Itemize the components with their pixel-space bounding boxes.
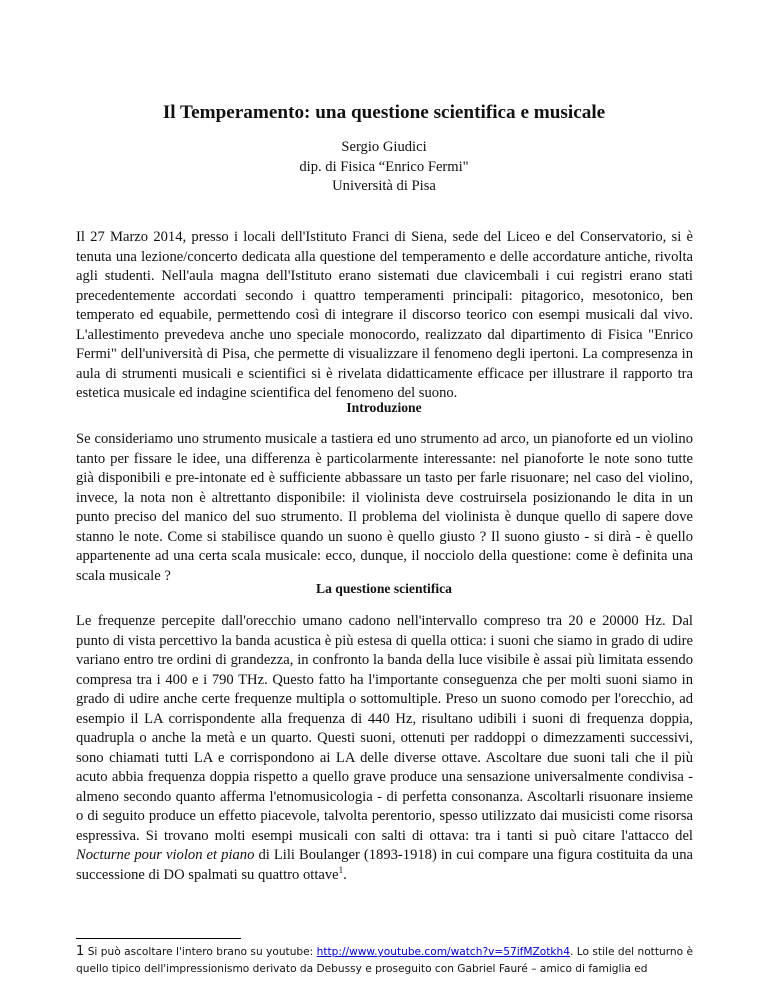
footnote-text-2: . Lo stile del notturno è quello tipico dell'impressionismo derivato da Debussy e proseguito con Gabriel Fauré – amico di famiglia ed: [76, 946, 693, 975]
footnote-text-1: Si può ascoltare l'intero brano su youtube:: [84, 946, 317, 958]
science-text-1: Le frequenze percepite dall'orecchio umano cadono nell'intervallo compreso tra 20 e 20000 Hz. Dal punto di vista percettivo la banda acustica è più estesa di quella ottica: i suoni che siamo in grado di udire variano entro tre ordini di grandezza, in confronto la banda della luce visibile è assai più limitata essendo compresa tra i 400 e i 790 THz. Questo fatto ha l'importante conseguenza che per molti suoni siamo in grado di udire anche certe frequenze multipla o sottomultiple. Preso un suono comodo per l'orecchio, ad esempio il LA corrispondente alla frequenza di 440 Hz, risultano udibili i suoni di frequenza doppia, quadrupla o anche la metà e un quarto. Questi suoni, ottenuti per raddoppi o dimezzamenti successivi, sono chiamati tutti LA e corrispondono ai LA delle diverse ottave. Ascoltare due suoni tali che il più acuto abbia frequenza doppia rispetto a quello grave produce una sensazione universalmente condivisa - almeno secondo quanto afferma l'etnomusicologia - di perfetta consonanza. Ascoltarli risuonare insieme o di seguito produce un effetto piacevole, talvolta perentorio, spesso utilizzato dai musicisti come risorsa espressiva. Si trovano molti esempi musicali con salti di ottava: tra i tanti si può citare l'attacco del: [76, 613, 693, 844]
author-block: [0, 138, 768, 197]
section-heading-introduzione: Introduzione: [346, 400, 422, 415]
footnote-number: 1: [76, 944, 85, 959]
footnote: [76, 943, 693, 978]
youtube-link[interactable]: http://www.youtube.com/watch?v=57ifMZotkh4: [316, 946, 571, 958]
science-paragraph: [76, 612, 693, 885]
section-heading-scientifica: La questione scientifica: [316, 581, 452, 596]
author-name: Sergio Giudici: [341, 139, 427, 155]
author-department: dip. di Fisica “Enrico Fermi": [299, 158, 469, 175]
intro-paragraph: Se consideriamo uno strumento musicale a tastiera ed uno strumento ad arco, un pianoforte ed un violino tanto per fissare le idee, una differenza è particolarmente interessante: nel pianoforte le note sono tutte già disponibili e pre-intonate ed è sufficiente abbassare un tasto per farle risuonare; nel caso del violino, invece, la nota non è altrettanto disponibile: il violinista deve costruirsela posizionando le dita in un punto preciso del manico del suo strumento. Il problema del violinista è dunque quello di sapere dove stanno le note. Come si stabilisce quando un suono è quello giusto ? Il suono giusto - si dirà - è quello appartenente ad una certa scala musicale: ecco, dunque, il nocciolo della questione: come è definita una scala musicale ?: [76, 431, 693, 584]
science-text-3: .: [343, 866, 347, 883]
nocturne-title: Nocturne pour violon et piano: [76, 847, 255, 863]
author-university: Università di Pisa: [332, 178, 436, 194]
footnote-divider: [76, 938, 241, 939]
page-title: Il Temperamento: una questione scientifica e musicale: [162, 102, 606, 123]
footnote-ref[interactable]: 1: [338, 864, 344, 875]
abstract-paragraph: Il 27 Marzo 2014, presso i locali dell'Istituto Franci di Siena, sede del Liceo e del Conservatorio, si è tenuta una lezione/concerto dedicata alla questione del temperamento e delle accordature antiche, rivolta agli studenti. Nell'aula magna dell'Istituto erano sistemati due clavicembali i cui registri erano stati precedentemente accordati secondo i quattro temperamenti principali: pitagorico, mesotonico, ben temperato ed equabile, permettendo così di integrare il discorso teorico con esempi musicali dal vivo. L'allestimento prevedeva anche uno speciale monocordo, realizzato dal dipartimento di Fisica "Enrico Fermi" dell'università di Pisa, che permette di visualizzare il fenomeno degli ipertoni. La compresenza in aula di strumenti musicali e scientifici si è rivelata didatticamente efficace per illustrare il rapporto tra estetica musicale ed indagine scientifica del fenomeno del suono.: [76, 229, 693, 401]
science-text-2: di Lili Boulanger (1893-1918) in cui compare una figura costituita da una successione di DO spalmati su quattro ottave: [76, 847, 693, 883]
